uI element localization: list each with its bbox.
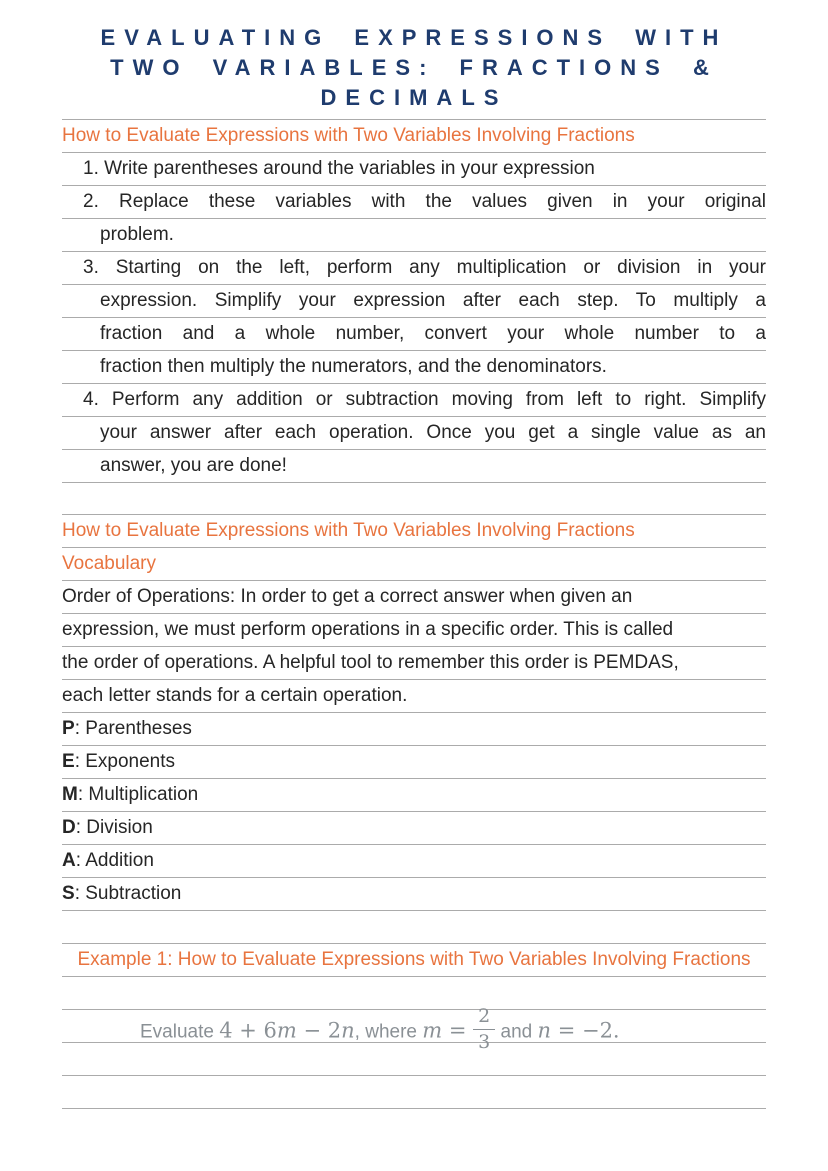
ruled-blank-line — [62, 977, 766, 1010]
pemdas-letter: A — [62, 850, 76, 871]
list-item-line: expression. Simplify your expression after each step. To multiply a — [62, 285, 766, 318]
section-heading-line: Vocabulary — [62, 548, 766, 581]
math-word: , where — [354, 1021, 423, 1043]
math-variable: n — [341, 1018, 355, 1043]
pemdas-item — [62, 812, 766, 845]
list-item-line: 2. Replace these variables with the values given in your original — [62, 186, 766, 219]
title-line: TWO VARIABLES: FRACTIONS & — [110, 55, 718, 80]
pemdas-item — [62, 845, 766, 878]
example-heading-text: Example 1: How to Evaluate Expressions with Two Variables Involving Fractions — [77, 949, 751, 970]
math-word: and — [495, 1021, 538, 1043]
pemdas-word: : Subtraction — [74, 883, 182, 904]
page-title — [62, 23, 766, 113]
math-variable: m — [276, 1018, 297, 1043]
list-item-line: problem. — [62, 219, 766, 252]
ruled-blank-line — [62, 1043, 766, 1076]
list-item-line: answer, you are done! — [62, 450, 766, 483]
fraction — [473, 1007, 495, 1052]
list-item-line: fraction then multiply the numerators, and the denominators. — [62, 351, 766, 384]
math-variable: m — [422, 1018, 443, 1043]
pemdas-word: : Addition — [75, 850, 154, 871]
pemdas-letter: S — [62, 883, 75, 904]
math-variable: n — [537, 1018, 552, 1043]
pemdas-letter: P — [62, 718, 75, 739]
section-heading: How to Evaluate Expressions with Two Variables Involving Fractions — [62, 120, 766, 153]
section-example-1 — [62, 943, 766, 1109]
fraction-denominator: 3 — [478, 1031, 491, 1053]
list-item-line: 4. Perform any addition or subtraction moving from left to right. Simplify — [62, 384, 766, 417]
title-line: DECIMALS — [320, 85, 508, 110]
paragraph-line: Order of Operations: In order to get a correct answer when given an — [62, 581, 766, 614]
pemdas-item — [62, 878, 766, 911]
pemdas-letter: E — [62, 751, 75, 772]
pemdas-item — [62, 713, 766, 746]
section-how-to — [62, 119, 766, 483]
paragraph-line: the order of operations. A helpful tool to remember this order is PEMDAS, — [62, 647, 766, 680]
ruled-blank-line — [62, 1076, 766, 1109]
pemdas-word: : Multiplication — [77, 784, 199, 805]
fraction-numerator: 2 — [473, 1007, 495, 1030]
title-line: EVALUATING EXPRESSIONS WITH — [100, 25, 728, 50]
pemdas-letter: M — [62, 784, 78, 805]
math-term: 4 + 6 — [219, 1018, 277, 1043]
pemdas-letter: D — [62, 817, 76, 838]
pemdas-word: : Division — [75, 817, 153, 838]
pemdas-item — [62, 779, 766, 812]
list-item-line: 3. Starting on the left, perform any multiplication or division in your — [62, 252, 766, 285]
math-expression — [62, 1005, 766, 1053]
list-item-line: 1. Write parentheses around the variables in your expression — [62, 153, 766, 186]
math-term: = — [442, 1018, 474, 1043]
paragraph-line: expression, we must perform operations in a specific order. This is called — [62, 614, 766, 647]
list-item-line: your answer after each operation. Once you get a single value as an — [62, 417, 766, 450]
section-heading-line: How to Evaluate Expressions with Two Variables Involving Fractions — [62, 515, 766, 548]
math-term: = −2. — [551, 1018, 620, 1043]
pemdas-item — [62, 746, 766, 779]
pemdas-word: : Parentheses — [74, 718, 192, 739]
pemdas-word: : Exponents — [74, 751, 176, 772]
math-term: − 2 — [296, 1018, 342, 1043]
section-vocabulary — [62, 514, 766, 911]
list-item-line: fraction and a whole number, convert your whole number to a — [62, 318, 766, 351]
example-heading — [62, 944, 766, 977]
paragraph-line: each letter stands for a certain operation. — [62, 680, 766, 713]
math-word: Evaluate — [140, 1021, 220, 1043]
